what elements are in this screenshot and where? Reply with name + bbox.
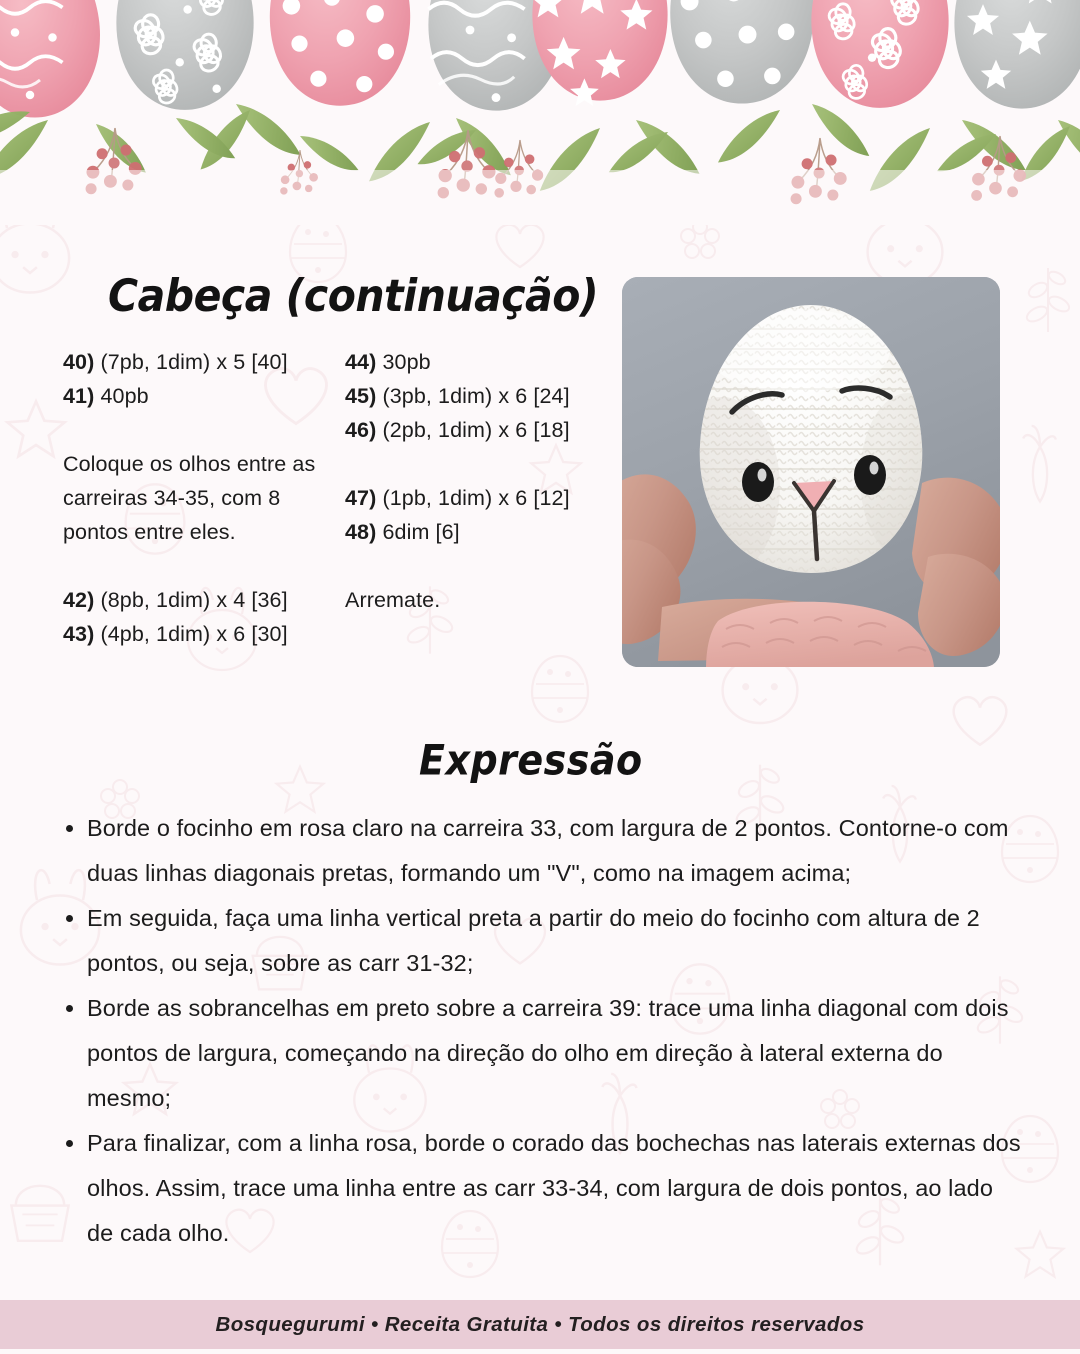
pattern-rows-left-column bbox=[63, 345, 331, 651]
pattern-row bbox=[345, 379, 597, 413]
row-number: 40) bbox=[63, 350, 95, 374]
row-number: 47) bbox=[345, 486, 377, 510]
expressao-instruction-list bbox=[62, 806, 1022, 1256]
row-instruction: (7pb, 1dim) x 5 [40] bbox=[100, 350, 288, 374]
pattern-row bbox=[63, 379, 331, 413]
section-title-cabeca: Cabeça (continuação) bbox=[108, 270, 599, 322]
finish-off-note: Arremate. bbox=[345, 588, 441, 612]
spacer bbox=[63, 413, 331, 447]
section-title-expressao: Expressão bbox=[419, 736, 643, 785]
row-number: 43) bbox=[63, 622, 95, 646]
row-instruction: (4pb, 1dim) x 6 [30] bbox=[100, 622, 288, 646]
list-item: Em seguida, faça uma linha vertical preta a partir do meio do focinho com altura de 2 pontos, ou seja, sobre as carr 31-32; bbox=[62, 896, 1022, 986]
footer-band bbox=[0, 1300, 1080, 1349]
pattern-row bbox=[63, 617, 331, 651]
row-instruction: 6dim [6] bbox=[382, 520, 460, 544]
row-number: 44) bbox=[345, 350, 377, 374]
row-instruction: 30pb bbox=[382, 350, 431, 374]
row-instruction: (3pb, 1dim) x 6 [24] bbox=[382, 384, 570, 408]
row-instruction: 40pb bbox=[100, 384, 149, 408]
row-number: 45) bbox=[345, 384, 377, 408]
row-instruction: (2pb, 1dim) x 6 [18] bbox=[382, 418, 570, 442]
row-number: 42) bbox=[63, 588, 95, 612]
row-number: 46) bbox=[345, 418, 377, 442]
pattern-row bbox=[345, 345, 597, 379]
pattern-row bbox=[345, 515, 597, 549]
eye-placement-note: Coloque os olhos entre as carreiras 34-35, com 8 pontos entre eles. bbox=[63, 452, 316, 544]
spacer bbox=[345, 549, 597, 583]
spacer bbox=[63, 549, 331, 583]
pattern-rows-right-column bbox=[345, 345, 597, 617]
pattern-row bbox=[63, 345, 331, 379]
pattern-row bbox=[345, 413, 597, 447]
list-item: Para finalizar, com a linha rosa, borde o corado das bochechas nas laterais externas dos olhos. Assim, trace uma linha entre as carr 33-34, com largura de dois pontos, ao lado de cada olho. bbox=[62, 1121, 1022, 1256]
row-number: 48) bbox=[345, 520, 377, 544]
row-instruction: (8pb, 1dim) x 4 [36] bbox=[100, 588, 288, 612]
pattern-row bbox=[63, 583, 331, 617]
spacer bbox=[345, 447, 597, 481]
row-number: 41) bbox=[63, 384, 95, 408]
list-item: Borde o focinho em rosa claro na carreira 33, com largura de 2 pontos. Contorne-o com duas linhas diagonais pretas, formando um "V", como na imagem acima; bbox=[62, 806, 1022, 896]
footer-credit-text: Bosquegurumi • Receita Gratuita • Todos os direitos reservados bbox=[215, 1312, 865, 1336]
list-item: Borde as sobrancelhas em preto sobre a carreira 39: trace uma linha diagonal com dois pontos de largura, começando na direção do olho em direção à lateral externa do mesmo; bbox=[62, 986, 1022, 1121]
row-instruction: (1pb, 1dim) x 6 [12] bbox=[382, 486, 570, 510]
amigurumi-bunny-head-photo bbox=[622, 277, 1000, 667]
pattern-row bbox=[345, 481, 597, 515]
